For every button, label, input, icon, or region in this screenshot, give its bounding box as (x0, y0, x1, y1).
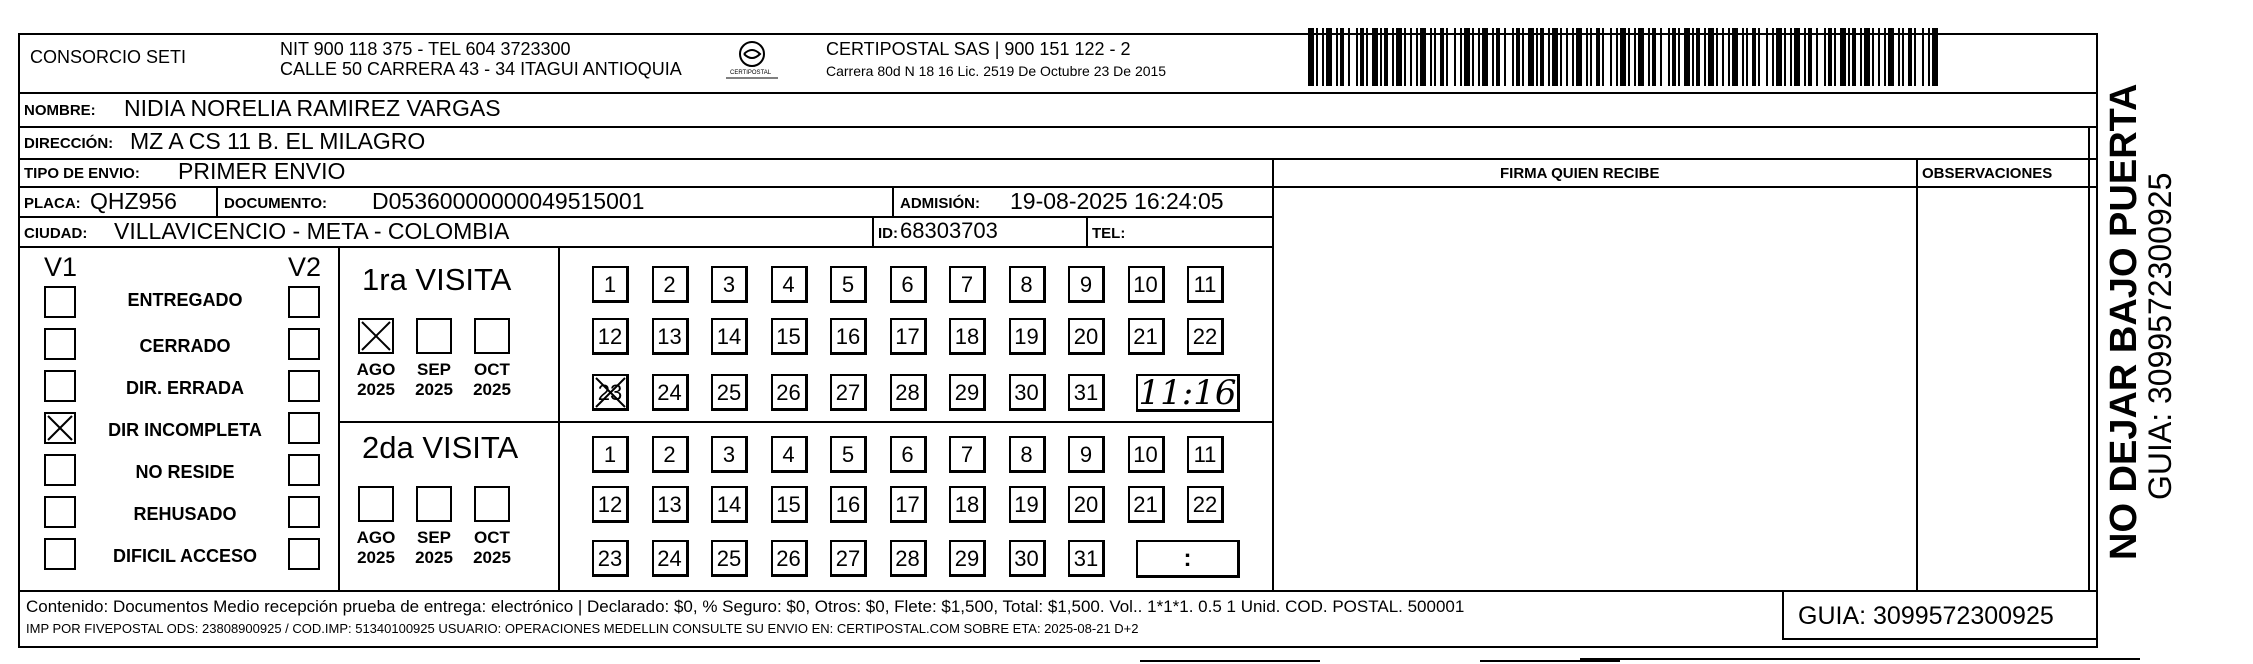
day-box[interactable]: 10 (1128, 436, 1165, 473)
barcode-bar (1420, 28, 1426, 86)
row-line (18, 246, 1273, 248)
v1-checkbox[interactable] (44, 496, 76, 528)
day-box[interactable]: 21 (1128, 318, 1165, 355)
admission-label: ADMISIÓN: (900, 195, 980, 212)
day-box[interactable]: 3 (711, 266, 748, 303)
id-label: ID: (878, 225, 898, 242)
barcode-bar (1576, 28, 1582, 86)
col-line (558, 246, 560, 590)
barcode-bar (1340, 28, 1344, 86)
side-guia: GUIA: 3099572300925 (2142, 172, 2178, 500)
barcode-bar (1660, 28, 1662, 86)
barcode-bar (1620, 28, 1626, 86)
barcode-bar (1746, 28, 1748, 86)
recipient-address: MZ A CS 11 B. EL MILAGRO (130, 128, 426, 154)
barcode-bar (1478, 28, 1480, 86)
day-box[interactable]: 8 (1009, 436, 1046, 473)
barcode-bar (1596, 28, 1600, 86)
day-box[interactable]: 4 (771, 436, 808, 473)
v2-header: V2 (288, 252, 322, 282)
barcode-bar (1610, 28, 1612, 86)
status-label: DIR. ERRADA (125, 378, 244, 398)
barcode-bar (1380, 28, 1382, 86)
recipient-name: NIDIA NORELIA RAMIREZ VARGAS (124, 95, 501, 121)
month-checkbox[interactable] (416, 318, 452, 354)
day-box[interactable]: 6 (890, 266, 927, 303)
plate-value: QHZ956 (90, 188, 177, 214)
v2-checkbox[interactable] (288, 496, 320, 528)
time-box[interactable]: 11:16 (1136, 374, 1240, 412)
day-box[interactable]: 17 (890, 486, 927, 523)
barcode-bar (1928, 28, 1930, 86)
barcode-bar (1784, 28, 1786, 86)
month-label: OCT 2025 (473, 528, 511, 567)
barcode-bar (1898, 28, 1900, 86)
barcode-bar (1472, 28, 1474, 86)
barcode-bar (1684, 28, 1690, 86)
month-label: SEP 2025 (415, 360, 453, 399)
barcode-bar (1430, 28, 1432, 86)
barcode-bar (1366, 28, 1368, 86)
col-line (892, 186, 894, 216)
barcode-bar (1828, 28, 1832, 86)
day-box[interactable]: 30 (1009, 540, 1046, 577)
shipment-type: PRIMER ENVIO (178, 158, 346, 184)
day-box[interactable]: 12 (592, 486, 629, 523)
day-box[interactable]: 24 (652, 540, 689, 577)
month-checkbox[interactable] (474, 318, 510, 354)
barcode-bar (1464, 28, 1470, 86)
barcode-bar (1504, 28, 1506, 86)
day-box[interactable]: 25 (711, 374, 748, 411)
v1-checkbox[interactable] (44, 412, 76, 444)
day-box[interactable]: 7 (949, 436, 986, 473)
nit-line: NIT 900 118 375 - TEL 604 3723300 (280, 39, 571, 59)
col-line (1916, 158, 1918, 590)
day-box[interactable]: 23 (592, 540, 629, 577)
barcode-bar (1602, 28, 1604, 86)
month-label: OCT 2025 (473, 360, 511, 399)
day-box[interactable]: 16 (830, 486, 867, 523)
barcode-bar (1492, 28, 1494, 86)
certipostal-info: CERTIPOSTAL SAS | 900 151 122 - 2 (826, 39, 1131, 59)
barcode-bar (1638, 28, 1644, 86)
day-box[interactable]: 5 (830, 266, 867, 303)
barcode-bar (1878, 28, 1880, 86)
row-line (338, 421, 1273, 423)
day-box[interactable]: 9 (1068, 436, 1105, 473)
day-box[interactable]: 27 (830, 374, 867, 411)
barcode-bar (1356, 28, 1358, 86)
status-label: DIFICIL ACCESO (112, 546, 257, 566)
id-value: 68303703 (900, 218, 998, 243)
barcode-bar (1722, 28, 1724, 86)
day-box[interactable]: 28 (890, 374, 927, 411)
status-label: NO RESIDE (135, 462, 235, 482)
certipostal-logo (724, 38, 780, 88)
month-label: SEP 2025 (415, 528, 453, 567)
barcode-bar (1696, 28, 1700, 86)
barcode-bar (1648, 28, 1650, 86)
day-box[interactable]: 30 (1009, 374, 1046, 411)
barcode-bar (1692, 28, 1694, 86)
barcode-bar (1434, 28, 1436, 86)
day-box[interactable]: 9 (1068, 266, 1105, 303)
barcode-bar (1322, 28, 1324, 86)
barcode-bar (1758, 28, 1760, 86)
day-box[interactable]: 14 (711, 318, 748, 355)
v1-checkbox[interactable] (44, 454, 76, 486)
address-label: DIRECCIÓN: (24, 135, 114, 152)
barcode-bar (1872, 28, 1874, 86)
barcode-bar (1586, 28, 1588, 86)
barcode-bar (1516, 28, 1520, 86)
barcode-bar (1908, 28, 1912, 86)
month-label: AGO 2025 (356, 360, 396, 399)
day-box[interactable]: 14 (711, 486, 748, 523)
col-line (2088, 126, 2090, 590)
status-label: CERRADO (139, 336, 231, 356)
barcode-bar (1392, 28, 1394, 86)
day-box[interactable]: 1 (592, 436, 629, 473)
day-box[interactable]: 11 (1187, 436, 1224, 473)
col-line (338, 246, 340, 590)
barcode-bar (1360, 28, 1364, 86)
barcode-bar (1416, 28, 1418, 86)
barcode-bar (1634, 28, 1636, 86)
day-box[interactable]: 22 (1187, 486, 1224, 523)
barcode-bar (1794, 28, 1800, 86)
barcode-bar (1790, 28, 1792, 86)
document-label: DOCUMENTO: (224, 195, 328, 212)
observations-header: OBSERVACIONES (1922, 165, 2053, 182)
barcode-bar (1316, 28, 1318, 86)
barcode-bar (1816, 28, 1818, 86)
v2-checkbox[interactable] (288, 328, 320, 360)
day-box[interactable]: 7 (949, 266, 986, 303)
day-box[interactable]: 31 (1068, 540, 1105, 577)
certipostal-license: Carrera 80d N 18 16 Lic. 2519 De Octubre 23 De 2015 (826, 63, 1167, 79)
barcode-bar (1776, 28, 1782, 86)
barcode-bar (1454, 28, 1456, 86)
barcode-bar (1752, 28, 1756, 86)
barcode-bar (1860, 28, 1862, 86)
day-box[interactable]: 27 (830, 540, 867, 577)
v1-checkbox[interactable] (44, 370, 76, 402)
barcode-bar (1396, 28, 1402, 86)
day-box[interactable]: 12 (592, 318, 629, 355)
barcode-bar (1326, 28, 1332, 86)
barcode-bar (1410, 28, 1412, 86)
barcode-bar (1552, 28, 1558, 86)
visit2-title: 2da VISITA (362, 430, 519, 465)
tel-label: TEL: (1092, 225, 1126, 242)
barcode-bar (1772, 28, 1774, 86)
company-name: CONSORCIO SETI (30, 47, 187, 67)
day-box[interactable]: 24 (652, 374, 689, 411)
city-label: CIUDAD: (24, 225, 88, 242)
barcode-bar (1572, 28, 1574, 86)
barcode-bar (1704, 28, 1706, 86)
day-box[interactable]: 28 (890, 540, 927, 577)
barcode-bar (1902, 28, 1904, 86)
month-checkbox[interactable] (358, 486, 394, 522)
footer-print-info: IMP POR FIVEPOSTAL ODS: 23808900925 / COD.IMP: 51340100925 USUARIO: OPERACIONES MEDELLIN CONSULTE SU ENVIO EN: CERTIPOSTAL.COM SOBRE ETA: 2025-08-21 D+2 (26, 621, 1139, 636)
v2-checkbox[interactable] (288, 412, 320, 444)
barcode-bar (1446, 28, 1448, 86)
barcode-bar (1824, 28, 1826, 86)
barcode-bar (1548, 28, 1550, 86)
day-box[interactable]: 13 (652, 486, 689, 523)
month-checkbox[interactable] (416, 486, 452, 522)
barcode-bar (1732, 28, 1738, 86)
barcode-bar (1496, 28, 1500, 86)
document-value: D05360000000049515001 (372, 188, 645, 214)
barcode-bar (1848, 28, 1850, 86)
barcode-bar (1482, 28, 1488, 86)
barcode-bar (1566, 28, 1568, 86)
day-box[interactable]: 26 (771, 540, 808, 577)
plate-label: PLACA: (24, 195, 81, 212)
v1-checkbox[interactable] (44, 328, 76, 360)
barcode-bar (1914, 28, 1916, 86)
day-box[interactable]: 5 (830, 436, 867, 473)
barcode-bar (1560, 28, 1562, 86)
barcode-bar (1512, 28, 1514, 86)
barcode-bar (1460, 28, 1462, 86)
visit1-title: 1ra VISITA (362, 262, 512, 297)
day-box[interactable]: 10 (1128, 266, 1165, 303)
col-line (872, 216, 874, 246)
company-address: CALLE 50 CARRERA 43 - 34 ITAGUI ANTIOQUIA (280, 59, 682, 79)
signature-header: FIRMA QUIEN RECIBE (1500, 165, 1660, 182)
v2-checkbox[interactable] (288, 454, 320, 486)
barcode-bar (1864, 28, 1870, 86)
barcode-bar (1708, 28, 1714, 86)
barcode-bar (1834, 28, 1836, 86)
day-box[interactable]: 8 (1009, 266, 1046, 303)
footer-content: Contenido: Documentos Medio recepción prueba de entrega: electrónico | Declarado: $0, % Seguro: $0, Otros: $0, Flete: $1,500, Total: $1,500. Vol.. 1*1*1. 0.5 1 Unid. COD. POSTAL. 500001 (26, 597, 1465, 616)
status-label: REHUSADO (133, 504, 237, 524)
barcode-bar (1672, 28, 1676, 86)
month-checkbox[interactable] (358, 318, 394, 354)
barcode-bar (1804, 28, 1806, 86)
day-box[interactable]: 15 (771, 318, 808, 355)
day-box[interactable]: 6 (890, 436, 927, 473)
barcode-bar (1728, 28, 1730, 86)
v2-checkbox[interactable] (288, 538, 320, 570)
day-box[interactable]: 17 (890, 318, 927, 355)
side-warning: NO DEJAR BAJO PUERTA (2103, 83, 2145, 560)
day-box[interactable]: 16 (830, 318, 867, 355)
logo-text: CERTIPOSTAL (730, 70, 772, 76)
barcode-bar (1852, 28, 1856, 86)
barcode-bar (1932, 28, 1938, 86)
day-box[interactable]: 20 (1068, 318, 1105, 355)
barcode-bar (1678, 28, 1680, 86)
month-label: AGO 2025 (356, 528, 396, 567)
v2-checkbox[interactable] (288, 370, 320, 402)
day-number: 23 (597, 380, 623, 405)
day-box[interactable]: 20 (1068, 486, 1105, 523)
barcode-bar (1440, 28, 1444, 86)
check-x-mark (46, 414, 74, 447)
barcode-bar (1716, 28, 1718, 86)
day-box[interactable]: 4 (771, 266, 808, 303)
day-box[interactable] (592, 374, 629, 411)
day-box[interactable]: 25 (711, 540, 748, 577)
status-label: DIR INCOMPLETA (108, 420, 262, 440)
barcode-bar (1528, 28, 1534, 86)
v1-checkbox[interactable] (44, 538, 76, 570)
day-box[interactable]: 2 (652, 436, 689, 473)
barcode-bar (1372, 28, 1378, 86)
day-box[interactable]: 11 (1187, 266, 1224, 303)
barcode-bar (1840, 28, 1846, 86)
barcode-bar (1590, 28, 1592, 86)
check-x-mark (360, 320, 392, 357)
col-line (1272, 158, 1274, 590)
barcode-bar (1888, 28, 1894, 86)
day-box[interactable]: 22 (1187, 318, 1224, 355)
admission-value: 19-08-2025 16:24:05 (1010, 188, 1224, 214)
day-box[interactable]: 19 (1009, 486, 1046, 523)
barcode-bar (1540, 28, 1544, 86)
day-box[interactable]: 18 (949, 318, 986, 355)
barcode-bar (1336, 28, 1338, 86)
day-box[interactable]: 15 (771, 486, 808, 523)
barcode (1308, 28, 1938, 86)
barcode-bar (1668, 28, 1670, 86)
barcode-bar (1404, 28, 1406, 86)
day-box[interactable]: 1 (592, 266, 629, 303)
day-box[interactable]: 29 (949, 540, 986, 577)
barcode-bar (1616, 28, 1618, 86)
barcode-bar (1628, 28, 1630, 86)
name-label: NOMBRE: (24, 102, 96, 119)
barcode-bar (1922, 28, 1924, 86)
day-box[interactable]: 29 (949, 374, 986, 411)
barcode-bar (1308, 28, 1314, 86)
day-box[interactable]: 19 (1009, 318, 1046, 355)
col-line (216, 186, 218, 216)
day-box[interactable]: 2 (652, 266, 689, 303)
day-box[interactable]: 18 (949, 486, 986, 523)
v1-checkbox[interactable] (44, 286, 76, 318)
barcode-bar (1766, 28, 1768, 86)
barcode-bar (1536, 28, 1538, 86)
barcode-bar (1348, 28, 1350, 86)
time-box[interactable]: : (1136, 540, 1240, 578)
v1-header: V1 (44, 252, 78, 282)
v2-checkbox[interactable] (288, 286, 320, 318)
bottom-line (1480, 660, 1620, 662)
barcode-bar (1884, 28, 1886, 86)
day-box[interactable]: 3 (711, 436, 748, 473)
shipment-type-label: TIPO DE ENVIO: (24, 165, 140, 182)
row-line (18, 92, 2098, 94)
bottom-line (1140, 660, 1320, 662)
day-box[interactable]: 26 (771, 374, 808, 411)
barcode-bar (1808, 28, 1812, 86)
bottom-line (1580, 658, 2140, 660)
day-box[interactable]: 21 (1128, 486, 1165, 523)
col-line (1086, 216, 1088, 246)
barcode-bar (1384, 28, 1388, 86)
day-box[interactable]: 13 (652, 318, 689, 355)
barcode-bar (1742, 28, 1744, 86)
city-value: VILLAVICENCIO - META - COLOMBIA (114, 218, 510, 244)
barcode-bar (1652, 28, 1656, 86)
day-box[interactable]: 31 (1068, 374, 1105, 411)
status-label: ENTREGADO (127, 290, 243, 310)
footer-guia: GUIA: 3099572300925 (1798, 602, 2054, 630)
barcode-bar (1522, 28, 1524, 86)
month-checkbox[interactable] (474, 486, 510, 522)
